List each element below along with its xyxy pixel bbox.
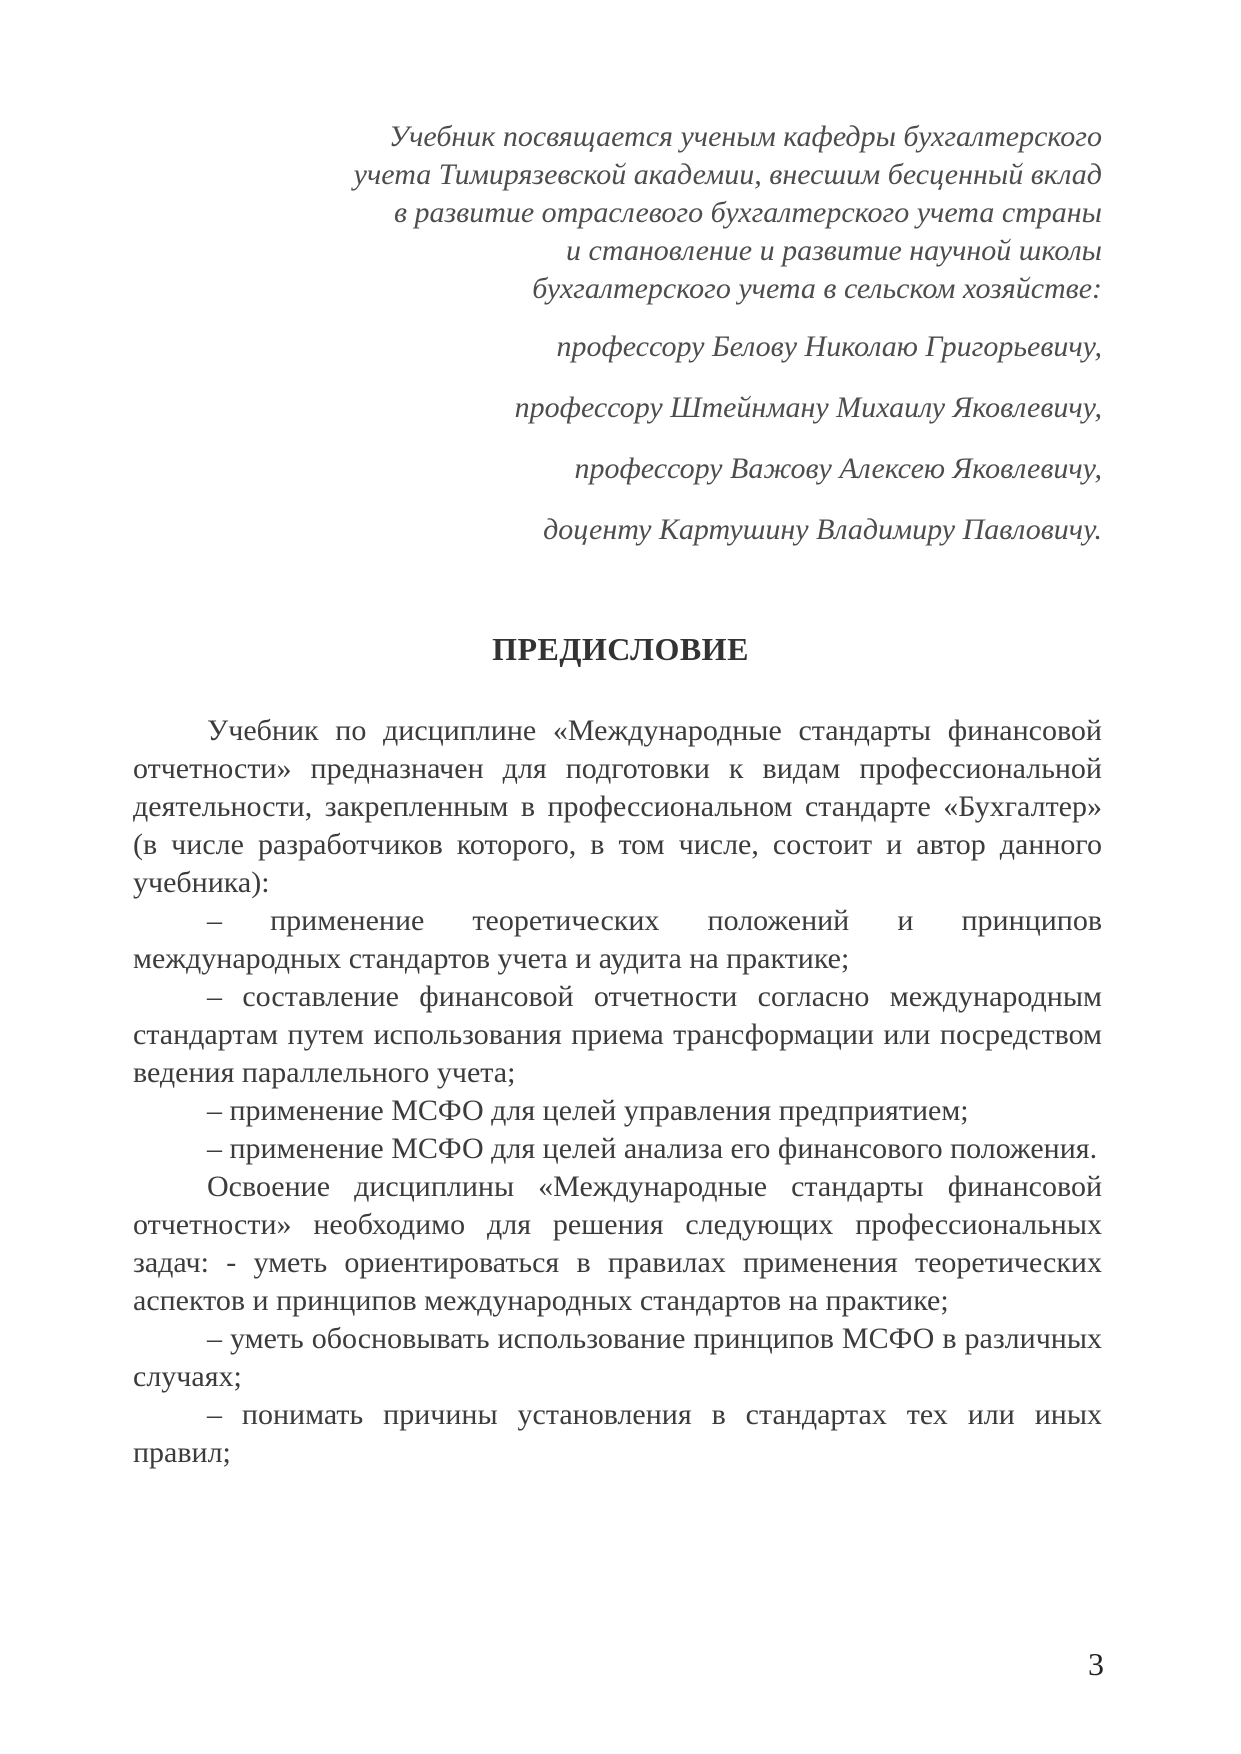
dedication-intro-line: бухгалтерского учета в сельском хозяйстве: xyxy=(532,272,1102,305)
dedication-person: профессору Белову Николаю Григорьевичу, xyxy=(556,330,1102,363)
paragraph: Учебник по дисциплине «Международные стандарты финансовой отчетности» предназначен для подготовки к видам профессиональной деятельности, закрепленным в профессиональном стандарте «Бухгалтер» (в числе разработчиков которого, в том числе, состоит и автор данного учебника): xyxy=(133,714,1102,899)
dedication-person: профессору Важову Алексею Яковлевичу, xyxy=(574,452,1102,485)
dedication-intro xyxy=(250,118,1102,308)
dedication-intro-line: в развитие отраслевого бухгалтерского учета страны xyxy=(393,196,1102,229)
dedication-intro-line: Учебник посвящается ученым кафедры бухгалтерского xyxy=(388,120,1102,153)
page-number: 3 xyxy=(1088,1646,1104,1682)
list-item: – составление финансовой отчетности согласно международным стандартам путем использования приема трансформации или посредством ведения параллельного учета; xyxy=(133,980,1102,1089)
dedication xyxy=(250,118,1102,572)
dedication-person: профессору Штейнману Михаилу Яковлевичу, xyxy=(514,391,1102,424)
paragraph: Освоение дисциплины «Международные стандарты финансовой отчетности» необходимо для решения следующих профессиональных задач: - уметь ориентироваться в правилах применения теоретических аспектов и принципов международных стандартов на практике; xyxy=(133,1170,1102,1317)
dedication-intro-line: учета Тимирязевской академии, внесшим бесценный вклад xyxy=(353,158,1102,191)
section-heading: ПРЕДИСЛОВИЕ xyxy=(492,631,749,667)
list-item: – понимать причины установления в стандартах тех или иных правил; xyxy=(133,1398,1102,1469)
list-item: – уметь обосновывать использование принципов МСФО в различных случаях; xyxy=(133,1322,1102,1393)
preface-body xyxy=(133,712,1102,1472)
dedication-person: доценту Картушину Владимиру Павловичу. xyxy=(543,513,1102,546)
list-item: – применение МСФО для целей анализа его финансового положения. xyxy=(207,1132,1098,1165)
list-item: – применение МСФО для целей управления предприятием; xyxy=(207,1094,969,1127)
dedication-intro-line: и становление и развитие научной школы xyxy=(566,234,1102,267)
list-item: – применение теоретических положений и принципов международных стандартов учета и аудита на практике; xyxy=(133,904,1102,975)
